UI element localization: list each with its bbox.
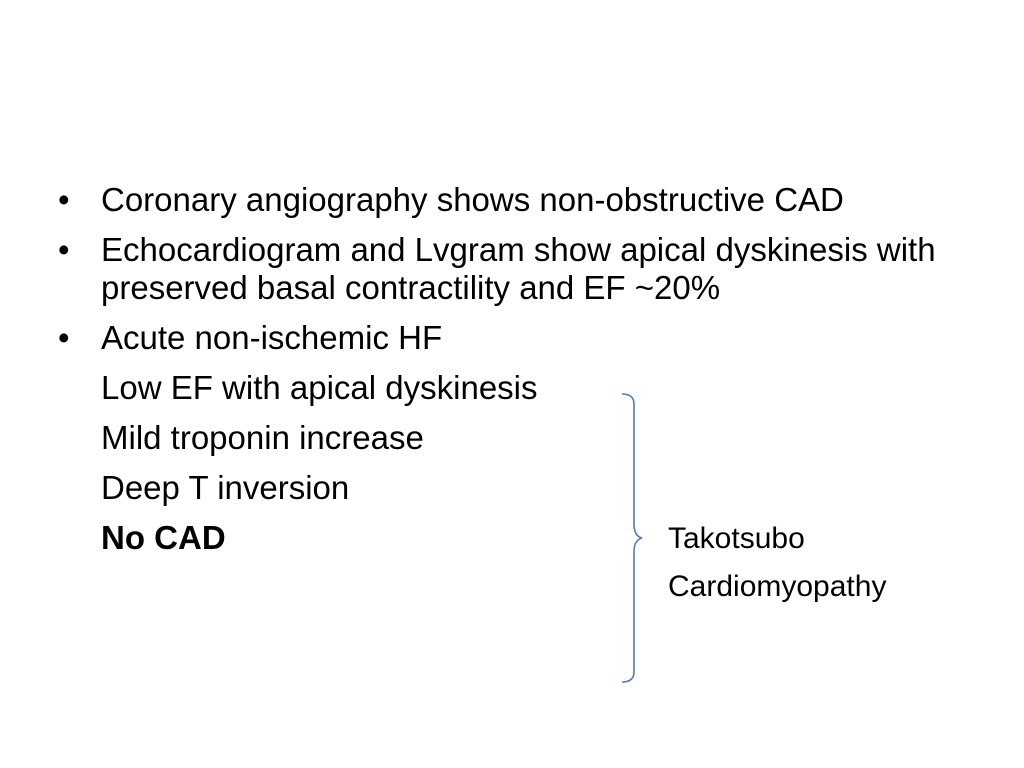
list-item-text: Acute non-ischemic HF	[101, 319, 443, 356]
bullet-icon: •	[58, 181, 70, 218]
diagnosis-label-line2: Cardiomyopathy	[668, 570, 887, 603]
diagnosis-label-line1: Takotsubo	[668, 522, 805, 555]
list-item-text: Deep T inversion	[101, 469, 350, 506]
bullet-list	[58, 181, 958, 569]
list-item-text: No CAD	[101, 519, 226, 556]
list-item-text: Mild troponin increase	[101, 419, 424, 456]
list-item-text: Low EF with apical dyskinesis	[101, 369, 538, 406]
right-brace-icon	[618, 392, 648, 684]
diagnosis-label	[668, 515, 886, 611]
bullet-icon: •	[58, 319, 70, 356]
bullet-icon: •	[58, 231, 70, 268]
list-item	[58, 369, 958, 407]
list-item-text: Coronary angiography shows non-obstructive CAD	[101, 181, 844, 218]
list-item	[58, 319, 958, 357]
list-item-text: Echocardiogram and Lvgram show apical dyskinesis with preserved basal contractility and EF ~20%	[101, 231, 936, 306]
list-item	[58, 231, 958, 307]
list-item	[58, 419, 958, 457]
list-item	[58, 469, 958, 507]
list-item	[58, 181, 958, 219]
